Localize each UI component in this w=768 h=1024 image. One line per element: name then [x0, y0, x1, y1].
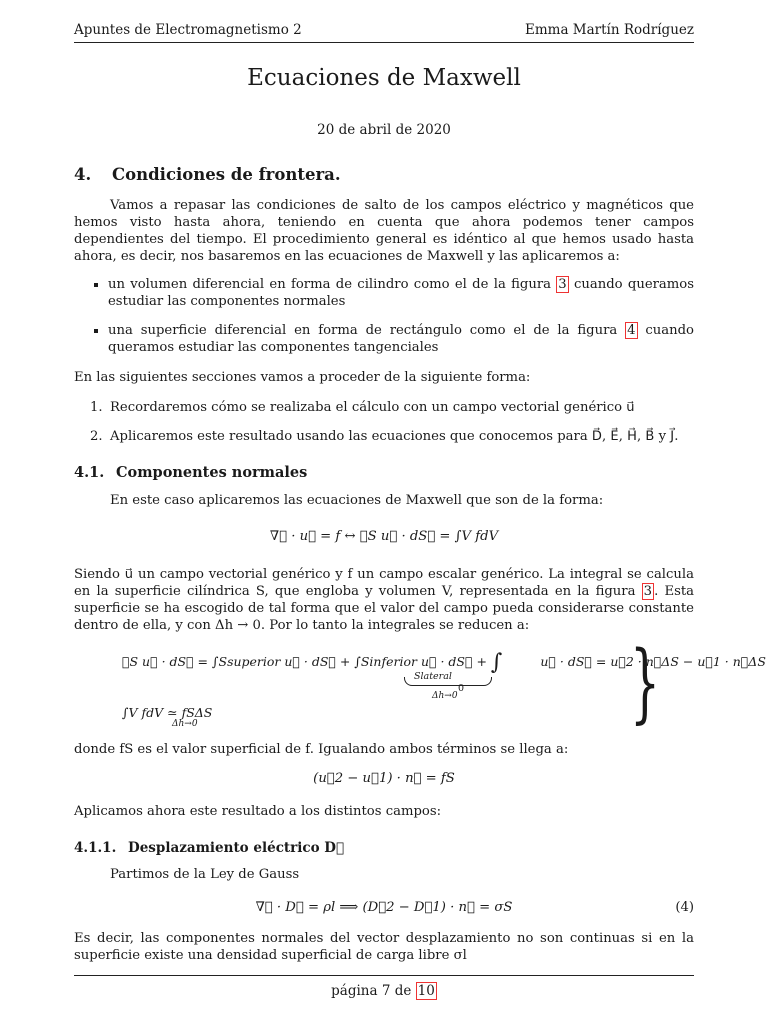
apply-paragraph: Aplicamos ahora este resultado a los distintos campos:	[74, 804, 442, 819]
bullet-icon	[94, 329, 98, 333]
subsection-number: 4.1.	[74, 464, 105, 481]
list-item	[94, 322, 694, 356]
equation-gauss: ∇⃗ · D⃗ = ρl ⟹ (D⃗2 − D⃗1) · n⃗ = σS	[255, 900, 513, 915]
running-header-right: Emma Martín Rodríguez	[525, 22, 694, 38]
document-title: Ecuaciones de Maxwell	[247, 65, 521, 91]
equation-number: (4)	[675, 900, 694, 915]
footer-rule	[74, 975, 694, 976]
equation-jump: (u⃗2 − u⃗1) · n⃗ = fS	[313, 771, 455, 786]
section-title: Condiciones de frontera.	[112, 165, 341, 184]
list-item	[94, 276, 694, 310]
document-date: 20 de abril de 2020	[317, 122, 451, 138]
section-number: 4.	[74, 165, 92, 184]
underbrace	[404, 677, 492, 686]
bullet-text-before: una superficie diferencial en forma de rectángulo como el de la figura	[108, 323, 626, 338]
system-line-2: ∫V fdV ≃ fSΔS	[122, 705, 213, 720]
conclusion-paragraph: Es decir, las componentes normales del vector desplazamiento no son continuas si en la superficie existe una densidad superficial de carga libre σl	[74, 931, 694, 963]
intro-paragraph: Vamos a repasar las condiciones de salto de los campos eléctrico y magnéticos que hemos visto hasta ahora, teniendo en cuenta que ahora podemos tener campos dependientes del tiempo. El procedimiento general es idéntico al que hemos usado hasta ahora, es decir, nos basaremos en las ecuaciones de Maxwell y las aplicaremos a:	[74, 198, 694, 264]
enum-number: 2.	[90, 429, 103, 444]
header-rule	[74, 42, 694, 43]
lateral-value: 0	[458, 683, 465, 694]
enum-text: Recordaremos cómo se realizaba el cálculo con un campo vectorial genérico u⃗	[110, 400, 635, 415]
bullet-text-after: cuando queramos estudiar las componentes tangenciales	[108, 323, 694, 355]
figure-link[interactable]: 4	[627, 323, 636, 338]
equation-maxwell: ∇⃗ · u⃗ = f ↔ ∮S u⃗ · dS⃗ = ∫V fdV	[269, 529, 499, 544]
explain-paragraph	[74, 566, 694, 634]
system-line-1-b: u⃗ · dS⃗ = u⃗2 · n⃗ΔS − u⃗1 · n⃗ΔS	[540, 654, 766, 669]
figure-link[interactable]: 3	[558, 277, 567, 292]
figure-link[interactable]: 3	[643, 584, 653, 599]
subsection-intro: En este caso aplicaremos las ecuaciones de Maxwell que son de la forma:	[110, 493, 604, 508]
subsubsection-heading	[74, 840, 344, 857]
footer-text: página 7 de	[331, 983, 416, 999]
procedure-intro: En las siguientes secciones vamos a proceder de la siguiente forma:	[74, 370, 531, 385]
integral-symbol: ∫	[490, 650, 503, 675]
subsubsection-number: 4.1.1.	[74, 840, 117, 856]
bullet-text-after: cuando queramos estudiar las componentes normales	[108, 277, 695, 309]
enum-number: 1.	[90, 400, 103, 415]
page-footer	[0, 983, 768, 1000]
list-item	[90, 428, 694, 445]
explain-text-before: Siendo u⃗ un campo vectorial genérico y f un campo escalar genérico. La integral se calcula en la superficie cilíndrica S, que engloba y volumen V, representada en la figura	[74, 567, 694, 599]
gauss-paragraph: Partimos de la Ley de Gauss	[110, 867, 300, 882]
subsection-heading	[74, 464, 307, 482]
list-item	[90, 399, 694, 416]
enum-text: Aplicaremos este resultado usando las ecuaciones que conocemos para D⃗, E⃗, H⃗, B⃗ y J⃗.	[110, 429, 679, 444]
subsubsection-title: Desplazamiento eléctrico D⃗	[128, 840, 345, 856]
system-line-1-a: ∮S u⃗ · dS⃗ = ∫Ssuperior u⃗ · dS⃗ + ∫Sinferior u⃗ · dS⃗ +	[122, 654, 491, 669]
running-header-left: Apuntes de Electromagnetismo 2	[74, 22, 302, 38]
bullet-icon	[94, 283, 98, 287]
section-heading	[74, 165, 341, 185]
lateral-subscript: Slateral	[414, 671, 452, 682]
right-brace: }	[630, 633, 661, 733]
fs-paragraph: donde fS es el valor superficial de f. Igualando ambos términos se llega a:	[74, 742, 569, 757]
lateral-limit: Δh→0	[432, 691, 458, 701]
bullet-text-before: un volumen diferencial en forma de cilindro como el de la figura	[108, 277, 557, 292]
total-pages-link[interactable]: 10	[417, 983, 435, 999]
explain-text-after: . Esta superficie se ha escogido de tal forma que el valor del campo pueda considerarse constante dentro de ella, y con Δh → 0. Por lo tanto la integrales se reducen a:	[74, 584, 694, 633]
subsection-title: Componentes normales	[116, 464, 308, 481]
system-line-2-limit: Δh→0	[172, 719, 198, 729]
